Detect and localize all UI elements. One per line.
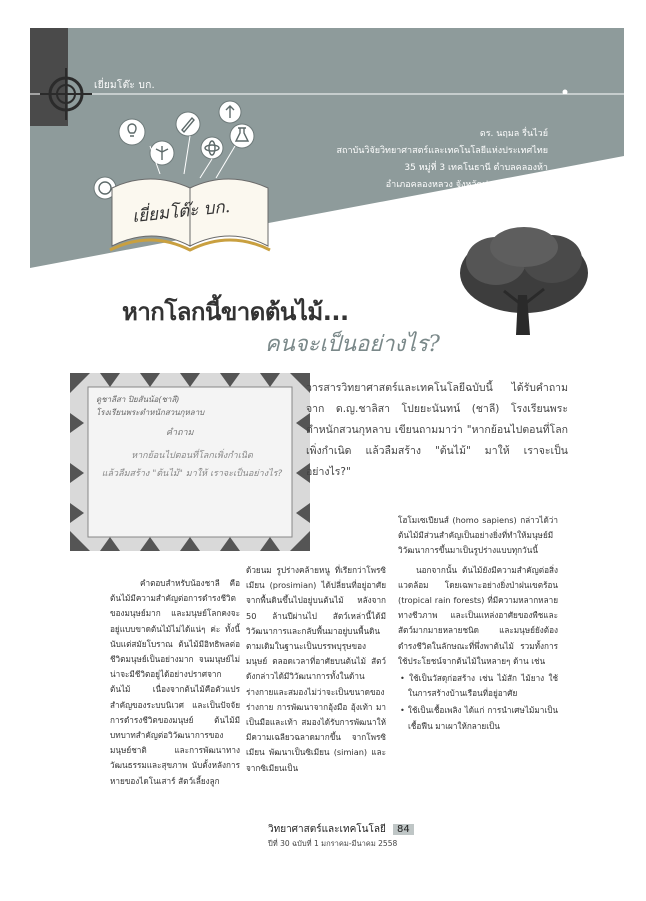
article-subtitle: คนจะเป็นอย่างไร? — [265, 332, 440, 357]
author-address-2: อำเภอคลองหลวง จังหวัดปทุมธานี 12120 — [385, 180, 548, 190]
paragraph: นอกจากนั้น ต้นไม้ยังมีความสำคัญต่อสิ่งแวดล้อม โดยเฉพาะอย่างยิ่งป่าฝนเขตร้อน (tropical rain forests) ที่มีความหลากหลายทางชีวภาพ และเป็นแหล่งอาศัยของพืชและสัตว์มากมายหลายชนิด และมนุษย์ยังต้องดำรงชีวิตในลักษณะที่พึ่งพาต้นไม้ รวมทั้งการใช้ประโยชน์จากต้นไม้ในหลายๆ ด้าน เช่น — [398, 564, 558, 666]
column-label: เยี่ยมโต๊ะ บก. — [94, 80, 156, 91]
body-column-3 — [398, 513, 558, 734]
author-name: ดร. นฤมล รื่นไวย์ — [479, 129, 548, 139]
card-question-line-1: หากย้อนไปตอนที่โลกเพิ่งกำเนิด — [131, 451, 253, 461]
footer-issue: ปีที่ 30 ฉบับที่ 1 มกราคม-มีนาคม 2558 — [268, 839, 398, 848]
magazine-name: วิทยาศาสตร์และเทคโนโลยี — [268, 824, 386, 835]
body-column-1 — [110, 576, 240, 789]
bullet-item: • ใช้เป็นวัสดุก่อสร้าง เช่น ไม้สัก ไม้ยาง ใช้ในการสร้างบ้านเรือนที่อยู่อาศัย — [400, 673, 559, 699]
card-student-name: ดูชาลีสา ปิยสันน้อ(ชาลี) — [96, 395, 180, 404]
intro-paragraph: วารสารวิทยาศาสตร์และเทคโนโลยีฉบับนี้ ได้รับคำถามจาก ด.ญ.ชาลิสา โปยยะนันทน์ (ชาลี) โรงเรียนพระตำหนักสวนกุหลาบ เขียนถามมาว่า "หากย้อนไปตอนที่โลกเพิ่งกำเนิด แล้วลืมสร้าง "ต้นไม้" มาให้ เราจะเป็นอย่างไร?" — [306, 382, 568, 478]
paragraph: โฮโมเซเปียนส์ (homo sapiens) กล่าวได้ว่า ต้นไม้มีส่วนสำคัญเป็นอย่างยิ่งที่ทำให้มนุษย์มีวิวัฒนาการขึ้นมาเป็นรูปร่างแบบทุกวันนี้ — [398, 515, 558, 556]
bullet-text: ใช้เป็นเชื้อเพลิง ได้แก่ การนำเศษไม้มาเป็นเชื้อฟืน มาเผาให้กลายเป็น — [407, 705, 558, 731]
author-address-1: 35 หมู่ที่ 3 เทคโนธานี ตำบลคลองห้า — [404, 163, 548, 173]
tree-illustration — [456, 225, 592, 340]
card-question-line-2: แล้วลืมสร้าง "ต้นไม้" มาให้ เราจะเป็นอย่างไร? — [101, 469, 283, 479]
page-number: 84 — [393, 824, 414, 835]
author-org: สถาบันวิจัยวิทยาศาสตร์และเทคโนโลยีแห่งประเทศไทย — [336, 146, 548, 156]
author-block — [248, 126, 548, 194]
pencil-icon — [176, 112, 200, 136]
bullet-item: • ใช้เป็นเชื้อเพลิง ได้แก่ การนำเศษไม้มาเป็นเชื้อฟืน มาเผาให้กลายเป็น — [400, 705, 558, 731]
question-card-photo — [70, 373, 310, 551]
card-school: โรงเรียนพระตำหนักสวนกุหลาบ — [96, 408, 205, 417]
lightbulb-icon — [119, 119, 145, 145]
book-label: เยี่ยมโต๊ะ บก. — [131, 196, 231, 228]
paragraph: ด้วยนม รูปร่างคล้ายหนู ที่เรียกว่าโพรซิเมียน (prosimian) ได้ปลี่ยนที่อยู่อาศัยจากพื้นดินขึ้นไปอยู่บนต้นไม้ หลังจาก 50 ล้านปีผ่านไป สัตว์เหล่านี้ได้มีวิวัฒนาการและกลับพื้นมาอยู่บนพื้นดินตามเดิมในฐานะเป็นบรรพบุรุษของมนุษย์ ตลอดเวลาที่อาศัยบนต้นไม้ สัตว์ดังกล่าวได้มีวิวัฒนาการทั้งในด้านร่างกายและสมองไม่ว่าจะเป็นขนาดของร่างกาย การพัฒนาจากอุ้งมือ อุ้งเท้า มาเป็นมือและเท้า สมองได้รับการพัฒนาให้มีความเฉลียวฉลาดมากขึ้น จากโพรซิเมียน พัฒนาเป็นซิเมียน (simian) และจากซิเมียนเป็น — [246, 565, 386, 773]
card-question-label: คำถาม — [166, 428, 194, 438]
article-title: หากโลกนี้ขาดต้นไม้... — [122, 298, 349, 326]
footer-magazine — [268, 822, 414, 837]
paragraph: คำตอบสำหรับน้องชาลี คือ ต้นไม้มีความสำคัญต่อการดำรงชีวิตของมนุษย์มาก และมนุษย์โลกคงจะอยู่แบบขาดต้นไม้ไม่ได้แน่ๆ ค่ะ ทั้งนี้นับแต่สมัยโบราณ ต้นไม้มีอิทธิพลต่อชีวิตมนุษย์เป็นอย่างมาก จนมนุษย์ไม่น่าจะมีชีวิตอยู่ได้อย่างปราศจากต้นไม้ เนื่องจากต้นไม้คือตัวแปรสำคัญของระบบนิเวศ และเป็นปัจจัยการดำรงชีวิตของมนุษย์ ต้นไม้มีบทบาทสำคัญต่อวิวัฒนาการของมนุษย์ชาติ และการพัฒนาทางวัฒนธรรมและสุขภาพ นับตั้งหลังการหายของไดโนเสาร์ สัตว์เลี้ยงลูก — [110, 578, 240, 786]
body-column-2 — [246, 563, 386, 776]
bullet-text: ใช้เป็นวัสดุก่อสร้าง เช่น ไม้สัก ไม้ยาง ใช้ในการสร้างบ้านเรือนที่อยู่อาศัย — [408, 673, 559, 699]
